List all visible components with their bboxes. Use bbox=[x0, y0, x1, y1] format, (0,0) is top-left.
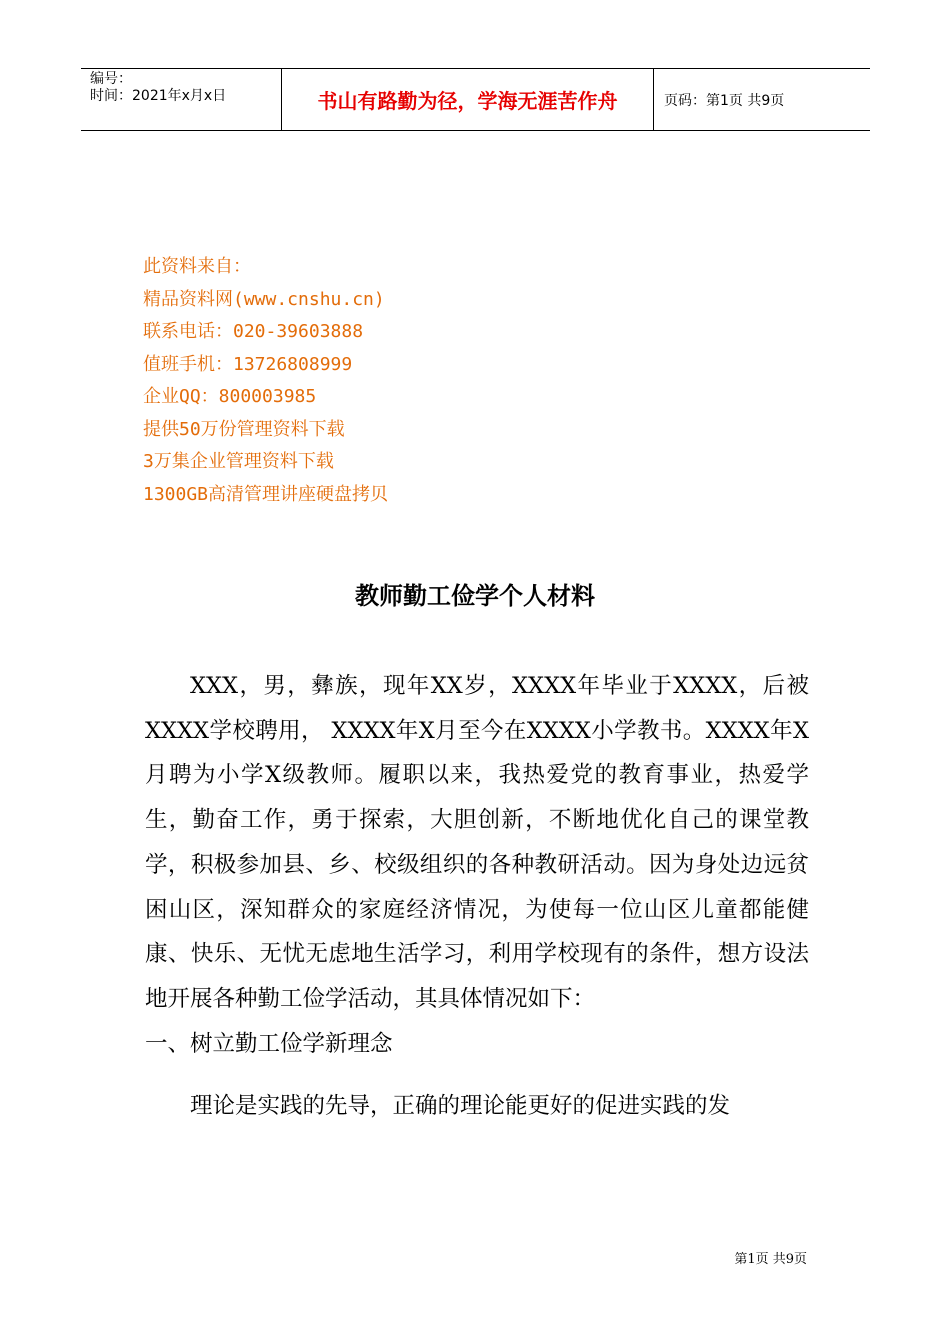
promo-line: 企业QQ：800003985 bbox=[143, 386, 317, 407]
promo-line: 值班手机：13726808999 bbox=[143, 353, 353, 375]
promo-block bbox=[143, 251, 388, 511]
header-meta bbox=[81, 69, 282, 130]
document-body bbox=[145, 664, 809, 1129]
page-footer: 第1页 共9页 bbox=[734, 1252, 807, 1267]
header-time-label: 时间：2021年x月x日 bbox=[90, 88, 227, 104]
header-page-label: 页码：第1页 共9页 bbox=[664, 92, 785, 109]
body-paragraph: XXX，男，彝族，现年XX岁，XXXX年毕业于XXXX，后被XXXX学校聘用， XXXX年X月至今在XXXX小学教书。XXXX年X月聘为小学X级教师。履职以来，我热爱党的教育事业，热爱学生，勤奋工作，勇于探索，大胆创新，不断地优化自己的课堂教学，积极参加县、乡、校级组织的各种教研活动。因为身处边远贫困山区，深知群众的家庭经济情况，为使每一位山区儿童都能健康、快乐、无忧无虑地生活学习，利用学校现有的条件，想方设法地开展各种勤工俭学活动，其具体情况如下： bbox=[145, 673, 809, 1012]
promo-line: 精品资料网(www.cnshu.cn) bbox=[143, 288, 385, 310]
page-header bbox=[81, 68, 870, 131]
promo-line: 3万集企业管理资料下载 bbox=[143, 451, 334, 472]
section-heading: 一、树立勤工俭学新理念 bbox=[145, 1030, 393, 1057]
header-motto: 书山有路勤为径，学海无涯苦作舟 bbox=[282, 69, 654, 130]
promo-line: 提供50万份管理资料下载 bbox=[143, 418, 345, 440]
promo-line: 联系电话：020-39603888 bbox=[143, 321, 364, 342]
body-paragraph: 理论是实践的先导，正确的理论能更好的促进实践的发 bbox=[190, 1093, 731, 1120]
document-title: 教师勤工俭学个人材料 bbox=[355, 582, 595, 610]
promo-line: 1300GB高清管理讲座硬盘拷贝 bbox=[143, 483, 389, 505]
promo-line: 此资料来自： bbox=[143, 256, 251, 277]
header-number-label: 编号： bbox=[90, 71, 132, 87]
